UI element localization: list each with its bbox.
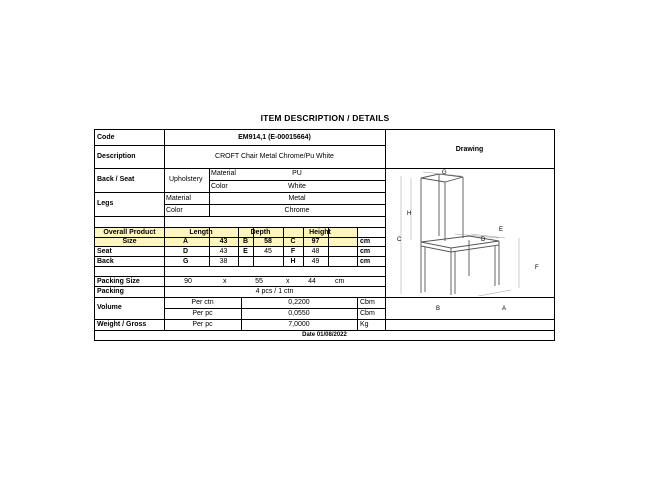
back-seat-material: PU [292, 170, 302, 177]
size-height-value: 97 [311, 238, 320, 245]
spec-sheet [94, 129, 555, 341]
size-length-code: A [183, 238, 189, 245]
back-unit: cm [360, 258, 371, 265]
volume-per-ctn: 0,2200 [288, 299, 310, 306]
legs-material-label: Material [166, 195, 191, 202]
seat-length-value: 43 [219, 248, 228, 255]
code-value: EM914,1 (E-00015664) [238, 134, 311, 141]
drawing-label-b: B [436, 306, 441, 312]
weight-per-pc-label: Per pc [192, 321, 213, 328]
legs-color: Chrome [284, 207, 310, 214]
back-length-value: 38 [219, 258, 228, 265]
volume-per-pc-label: Per pc [192, 310, 213, 317]
size-length-value: 43 [219, 238, 228, 245]
back-height-value: 49 [311, 258, 320, 265]
volume-unit-ctn: Cbm [360, 299, 375, 306]
legs-material: Metal [288, 195, 306, 202]
packing-size-length: 90 [184, 278, 192, 285]
seat-depth-value: 45 [264, 248, 272, 255]
size-height-code: C [290, 238, 296, 245]
drawing-label-f: F [535, 265, 539, 271]
volume-label: Volume [97, 304, 122, 311]
size-depth-code: B [242, 238, 249, 245]
height-header: Height [309, 229, 331, 236]
drawing-label-d: D [481, 237, 486, 243]
packing-size-x2: x [286, 278, 290, 285]
volume-unit-pc: Cbm [360, 310, 375, 317]
depth-header: Depth [250, 229, 271, 236]
packing-label: Packing [97, 288, 124, 295]
packing-size-x1: x [223, 278, 227, 285]
chair-drawing [387, 168, 553, 296]
weight-value: 7,0000 [288, 321, 310, 328]
back-seat-label: Back / Seat [97, 176, 135, 183]
weight-unit: Kg [360, 321, 369, 328]
packing-size-depth: 55 [255, 278, 263, 285]
drawing-label-g: G [442, 170, 447, 176]
back-seat-material-label: Material [211, 170, 236, 177]
code-label: Code [97, 134, 115, 141]
back-length-code: G [183, 258, 189, 265]
back-seat-color: White [288, 183, 306, 190]
overall-product-label: Overall Product [103, 229, 156, 236]
back-height-code: H [290, 258, 296, 265]
volume-per-pc: 0,0550 [288, 310, 310, 317]
drawing-label-a: A [502, 306, 507, 312]
seat-unit: cm [360, 248, 371, 255]
size-label: Size [122, 238, 137, 245]
page-title: ITEM DESCRIPTION / DETAILS [260, 113, 390, 123]
packing-size-unit: cm [335, 278, 345, 285]
drawing-label-h: H [407, 211, 412, 217]
seat-length-code: D [183, 248, 189, 255]
description-value: CROFT Chair Metal Chrome/Pu White [215, 153, 334, 160]
packing-value: 4 pcs / 1 ctn [255, 288, 294, 295]
size-unit: cm [360, 238, 371, 245]
seat-height-value: 48 [311, 248, 320, 255]
back-seat-color-label: Color [211, 183, 228, 190]
weight-label: Weight / Gross [97, 321, 147, 328]
packing-size-label: Packing Size [97, 278, 140, 285]
description-label: Description [97, 153, 136, 160]
drawing-label-e: E [499, 227, 504, 233]
legs-label: Legs [97, 200, 114, 207]
length-header: Length [189, 229, 213, 236]
seat-height-code: F [290, 248, 296, 255]
volume-per-ctn-label: Per ctn [191, 299, 214, 306]
date: Date 01/08/2022 [302, 332, 347, 338]
size-depth-value: 58 [264, 238, 272, 245]
upholstery-label: Upholstery [169, 176, 203, 183]
drawing-label: Drawing [455, 146, 484, 153]
drawing-label-c: C [397, 237, 402, 243]
back-label: Back [97, 258, 114, 265]
seat-label: Seat [97, 248, 112, 255]
packing-size-height: 44 [308, 278, 316, 285]
legs-color-label: Color [166, 207, 183, 214]
seat-depth-code: E [243, 248, 248, 255]
